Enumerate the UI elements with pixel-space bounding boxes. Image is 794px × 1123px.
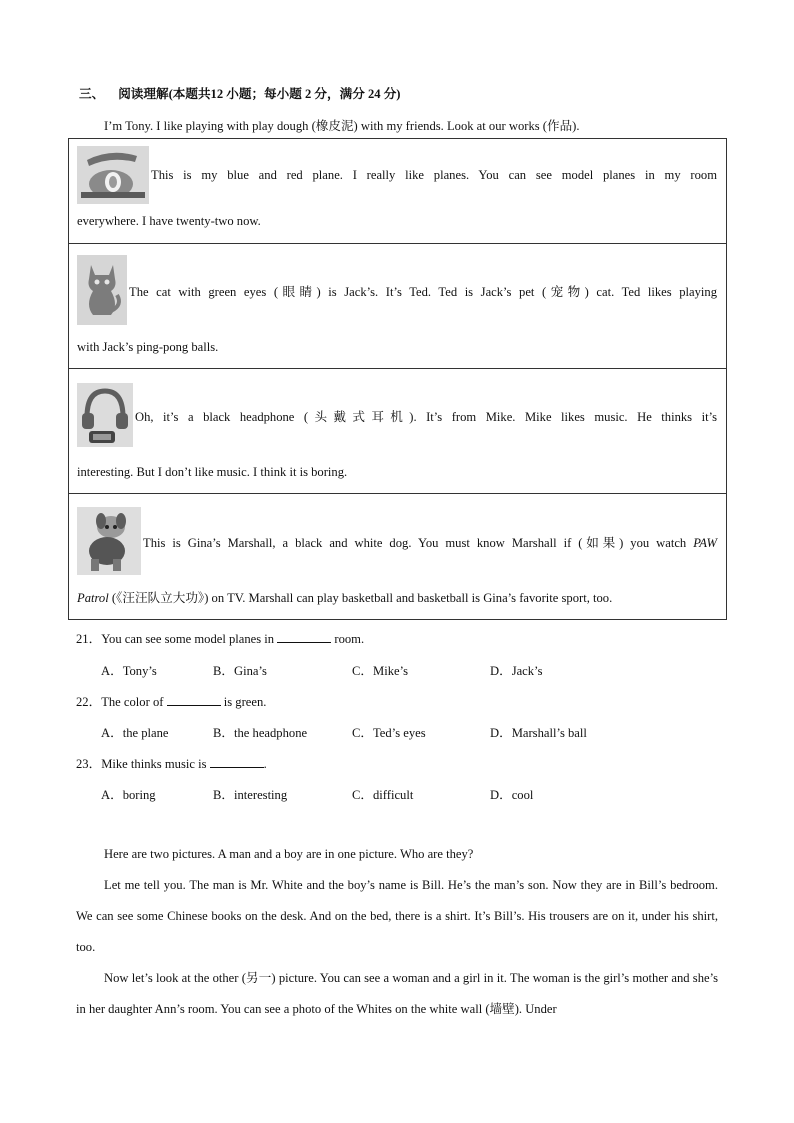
section-title xyxy=(79,83,401,102)
option-c: C．difficult xyxy=(352,788,414,802)
headphone-icon xyxy=(77,383,133,447)
work-row-headphone xyxy=(69,369,727,494)
option-b: B．Gina’s xyxy=(213,664,267,678)
question-number: 22． xyxy=(76,695,102,709)
passage2-paragraph-2 xyxy=(76,870,718,963)
option-d: D．cool xyxy=(490,788,534,802)
option-a: A．Tony’s xyxy=(101,664,157,678)
question-number: 23． xyxy=(76,757,102,771)
work-text-cat-line2: with Jack’s ping-pong balls. xyxy=(77,340,219,354)
passage2-paragraph-3-text: Now let’s look at the other (另一) picture. You can see a woman and a girl in it. The woman is the girl’s mother and she’s in her daughter Ann’s room. You can see a photo of the Whites on the white wall (墙壁). Under xyxy=(76,971,718,1016)
question-22 xyxy=(76,691,266,710)
work-text-dog-line1 xyxy=(143,532,717,551)
intro-text: I’m Tony. I like playing with play dough (橡皮泥) with my friends. Look at our works (作品). xyxy=(104,119,580,133)
answer-blank xyxy=(210,757,264,768)
work-text-cat-line1: The cat with green eyes (眼睛) is Jack’s. It’s Ted. Ted is Jack’s pet (宠物) cat. Ted likes playing xyxy=(129,284,717,299)
work-text-headphone-line1: Oh, it’s a black headphone (头戴式耳机). It’s from Mike. Mike likes music. He thinks it’s xyxy=(135,409,717,424)
work-text-headphone-line2: interesting. But I don’t like music. I think it is boring. xyxy=(77,465,348,479)
works-table xyxy=(68,138,727,620)
question-text-before: The color of xyxy=(101,695,167,709)
question-text-after: room. xyxy=(331,632,365,646)
work-text-dog-line1-plain: This is Gina’s Marshall, a black and white dog. You must know Marshall if (如果) you watch xyxy=(143,535,694,550)
work-text-plane-line2: everywhere. I have twenty-two now. xyxy=(77,214,261,228)
work-row-dog xyxy=(69,494,727,620)
work-row-plane xyxy=(69,139,727,244)
work-text-dog-title-part2: Patrol xyxy=(77,591,109,605)
question-text-after: . xyxy=(263,757,267,771)
work-text-dog-line2-plain: (《汪汪队立大功》) on TV. Marshall can play basketball and basketball is Gina’s favorite sport, too. xyxy=(108,591,613,605)
option-b: B．the headphone xyxy=(213,726,308,740)
passage2-paragraph-2-text: Let me tell you. The man is Mr. White and the boy’s name is Bill. He’s the man’s son. Now they are in Bill’s bedroom. We can see some Chinese books on the desk. And on the bed, there is a shirt. It’s Bill’s. His trousers are on it, under his shirt, too. xyxy=(76,878,718,954)
question-text-after: is green. xyxy=(220,695,267,709)
answer-blank xyxy=(167,695,221,706)
option-b: B．interesting xyxy=(213,788,288,802)
section-number: 三、 xyxy=(79,87,105,101)
work-text-dog-title-part1: PAW xyxy=(693,535,717,550)
work-text-dog-line2 xyxy=(77,587,717,606)
work-text-plane-line1: This is my blue and red plane. I really like planes. You can see model planes in my room xyxy=(151,167,717,182)
work-row-cat xyxy=(69,244,727,369)
passage2-paragraph-1 xyxy=(76,839,718,870)
option-a: A．boring xyxy=(101,788,156,802)
question-21 xyxy=(76,628,364,647)
question-text-before: You can see some model planes in xyxy=(101,632,278,646)
option-d: D．Jack’s xyxy=(490,664,543,678)
question-23 xyxy=(76,753,267,772)
passage2-paragraph-3 xyxy=(76,963,718,1025)
question-number: 21． xyxy=(76,632,102,646)
dog-icon xyxy=(77,507,141,575)
answer-blank xyxy=(277,632,331,643)
cat-icon xyxy=(77,255,127,325)
option-c: C．Mike’s xyxy=(352,664,408,678)
section-heading: 阅读理解(本题共12 小题；每小题 2 分，满分 24 分) xyxy=(118,87,401,101)
option-a: A．the plane xyxy=(101,726,169,740)
question-text-before: Mike thinks music is xyxy=(101,757,210,771)
plane-icon xyxy=(77,146,149,204)
passage2-paragraph-1-text: Here are two pictures. A man and a boy are in one picture. Who are they? xyxy=(104,847,474,861)
option-c: C．Ted’s eyes xyxy=(352,726,426,740)
option-d: D．Marshall’s ball xyxy=(490,726,587,740)
